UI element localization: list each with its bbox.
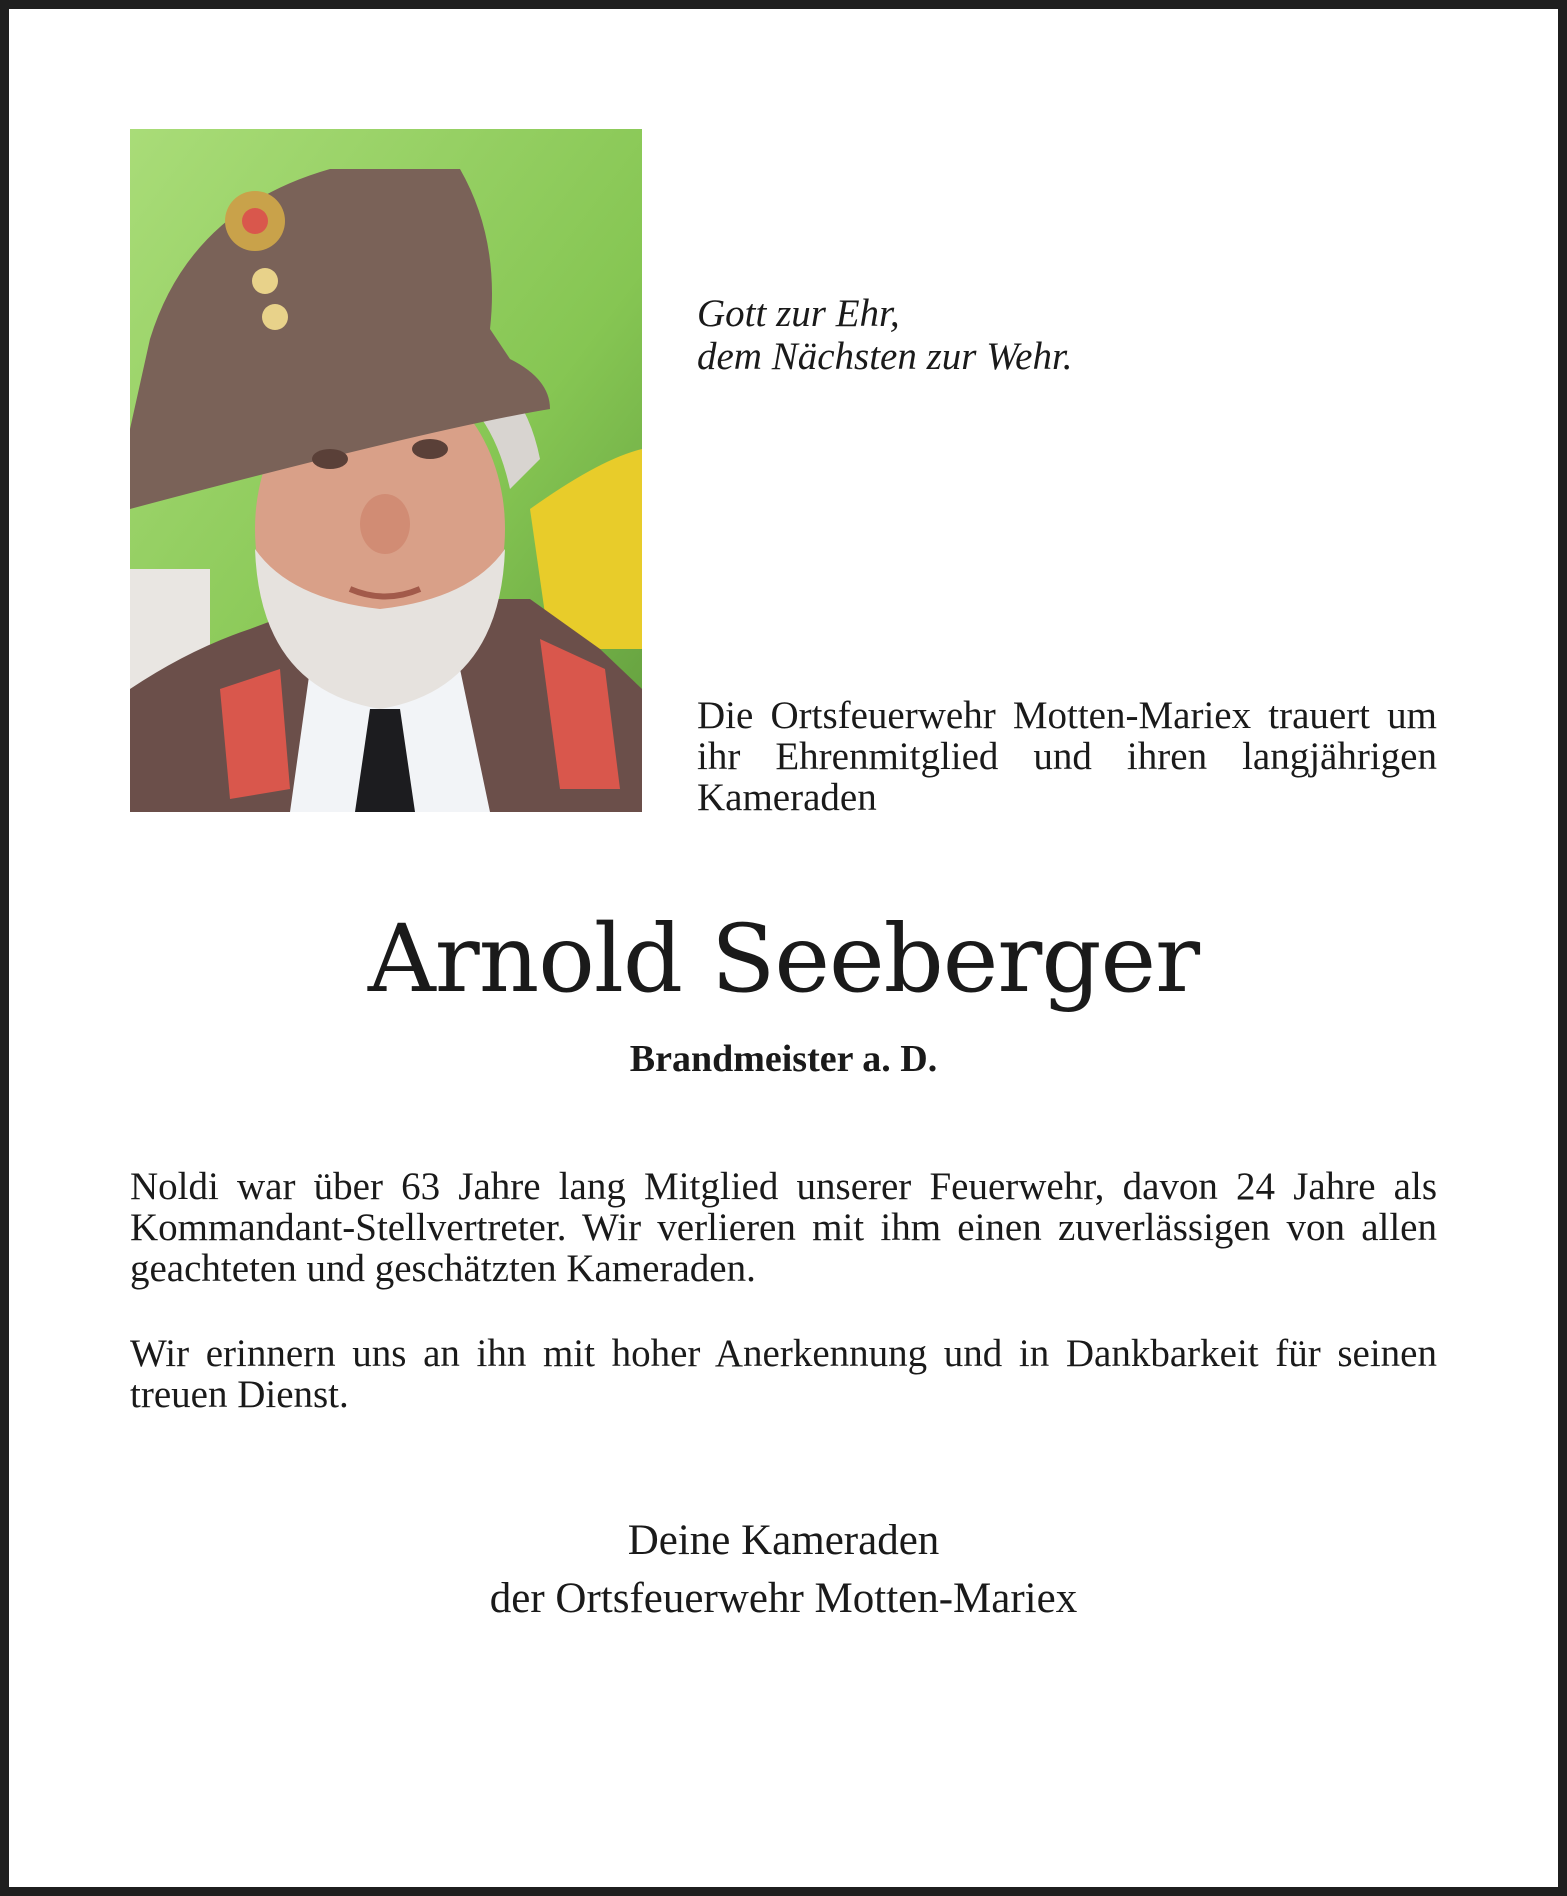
eye-left	[312, 449, 348, 469]
deceased-name: Arnold Seeberger	[367, 905, 1200, 1014]
tribute-paragraph-1: Noldi war über 63 Jahre lang Mitglied unserer Feuerwehr, davon 24 Jahre als Kommandant-Stellvertreter. Wir verlieren mit ihm einen zuverlässigen von allen geachteten und geschätzten Kameraden.	[130, 1165, 1437, 1290]
nose	[360, 494, 410, 554]
cap-button-top	[252, 268, 278, 294]
tribute-paragraph-2: Wir erinnern uns an ihn mit hoher Anerkennung und in Dankbarkeit für seinen treuen Dienst.	[130, 1332, 1437, 1416]
intro-text: Die Ortsfeuerwehr Motten-Mariex trauert um ihr Ehrenmitglied und ihren langjährigen Kameraden	[697, 694, 1437, 819]
signoff-line-1: Deine Kameraden	[627, 1517, 940, 1564]
cap-button-bottom	[262, 304, 288, 330]
motto-line-1: Gott zur Ehr,	[697, 292, 900, 335]
motto-line-2: dem Nächsten zur Wehr.	[697, 335, 1073, 378]
deceased-rank: Brandmeister a. D.	[629, 1038, 938, 1080]
collar-patch-left	[220, 669, 290, 799]
signoff-line-2: der Ortsfeuerwehr Motten-Mariex	[489, 1575, 1078, 1622]
motto	[697, 292, 1437, 378]
portrait-illustration	[130, 129, 642, 812]
signoff	[130, 1512, 1437, 1628]
eye-right	[412, 439, 448, 459]
portrait-photo	[130, 129, 642, 812]
